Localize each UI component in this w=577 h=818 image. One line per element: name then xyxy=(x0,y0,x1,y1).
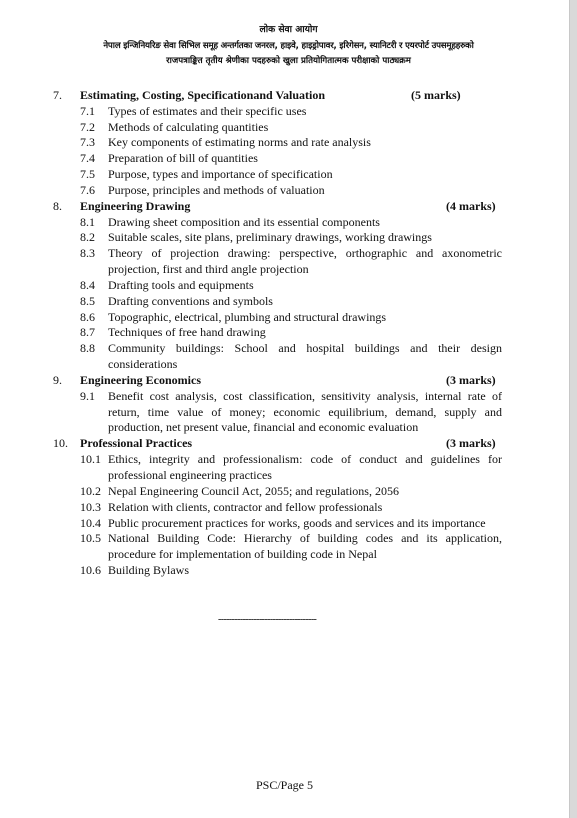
item-text: Nepal Engineering Council Act, 2055; and regulations, 2056 xyxy=(108,484,399,498)
header-service-line: नेपाल इन्जिनियरिङ सेवा सिभिल समूह अन्तर्गतका जनरल, हाइवे, हाइड्रोपावर, इरिगेसन, स्यानिटरी र एयरपोर्ट उपसमूहहरुको xyxy=(103,41,474,51)
item-text: Drafting conventions and symbols xyxy=(108,294,273,308)
end-divider: ------------------------------------ xyxy=(218,614,317,625)
item-text: Types of estimates and their specific uses xyxy=(108,104,307,118)
header-syllabus-line: राजपत्राङ्कित तृतीय श्रेणीका पदहरुको खुला प्रतियोगितात्मक परीक्षाको पाठ्यक्रम xyxy=(166,56,411,66)
item-text: Purpose, types and importance of specification xyxy=(108,167,333,181)
item-number: 7.1 xyxy=(80,104,95,118)
page-number-footer: PSC/Page 5 xyxy=(255,778,313,792)
item-number: 8.4 xyxy=(80,278,95,292)
item-text: Relation with clients, contractor and fellow professionals xyxy=(108,500,383,514)
item-text: Benefit cost analysis, cost classification, sensitivity analysis, internal rate of return, time value of money; economic equilibrium, demand, supply and production, net present value, financial and economic evaluation xyxy=(108,389,502,434)
item-number: 8.6 xyxy=(80,310,95,324)
section-title: Engineering Drawing xyxy=(80,199,191,213)
item-text: Techniques of free hand drawing xyxy=(108,325,266,339)
item-number: 10.5 xyxy=(80,531,101,545)
item-number: 7.4 xyxy=(80,151,95,165)
item-number: 10.6 xyxy=(80,563,101,577)
section-number: 7. xyxy=(53,88,62,102)
item-text: Theory of projection drawing: perspective, orthographic and axonometric projection, first and third angle projection xyxy=(108,246,502,276)
section-title: Estimating, Costing, Specificationand Valuation xyxy=(80,88,326,102)
item-text: Key components of estimating norms and rate analysis xyxy=(108,135,371,149)
section-number: 9. xyxy=(53,373,62,387)
item-text: Drawing sheet composition and its essential components xyxy=(108,215,380,229)
header-commission-name: लोक सेवा आयोग xyxy=(259,24,318,35)
item-number: 7.5 xyxy=(80,167,95,181)
item-number: 8.7 xyxy=(80,325,95,339)
item-number: 7.2 xyxy=(80,120,95,134)
item-text: Building Bylaws xyxy=(108,563,190,577)
section-marks: (4 marks) xyxy=(446,199,496,213)
item-text: Purpose, principles and methods of valuation xyxy=(108,183,325,197)
section-title: Engineering Economics xyxy=(80,373,202,387)
item-number: 9.1 xyxy=(80,389,95,403)
section-marks: (3 marks) xyxy=(446,373,496,387)
section-number: 10. xyxy=(53,436,68,450)
item-number: 10.2 xyxy=(80,484,101,498)
item-number: 8.5 xyxy=(80,294,95,308)
item-text: Preparation of bill of quantities xyxy=(108,151,258,165)
item-number: 8.3 xyxy=(80,246,95,260)
section-title: Professional Practices xyxy=(80,436,193,450)
section-marks: (5 marks) xyxy=(411,88,461,102)
item-text: Suitable scales, site plans, preliminary drawings, working drawings xyxy=(108,230,432,244)
section-number: 8. xyxy=(53,199,62,213)
item-number: 10.4 xyxy=(80,516,101,530)
item-number: 7.6 xyxy=(80,183,95,197)
item-number: 8.2 xyxy=(80,230,95,244)
item-text: Drafting tools and equipments xyxy=(108,278,254,292)
item-text: National Building Code: Hierarchy of building codes and its application, procedure for implementation of building code in Nepal xyxy=(108,531,502,561)
item-text: Methods of calculating quantities xyxy=(108,120,269,134)
item-text: Topographic, electrical, plumbing and structural drawings xyxy=(108,310,387,324)
item-number: 10.1 xyxy=(80,452,101,466)
item-number: 8.1 xyxy=(80,215,95,229)
item-text: Community buildings: School and hospital buildings and their design considerations xyxy=(108,341,502,371)
item-number: 8.8 xyxy=(80,341,95,355)
item-number: 10.3 xyxy=(80,500,101,514)
item-text: Ethics, integrity and professionalism: code of conduct and guidelines for professional engineering practices xyxy=(108,452,502,482)
item-number: 7.3 xyxy=(80,135,95,149)
item-text: Public procurement practices for works, goods and services and its importance xyxy=(108,516,486,530)
section-marks: (3 marks) xyxy=(446,436,496,450)
